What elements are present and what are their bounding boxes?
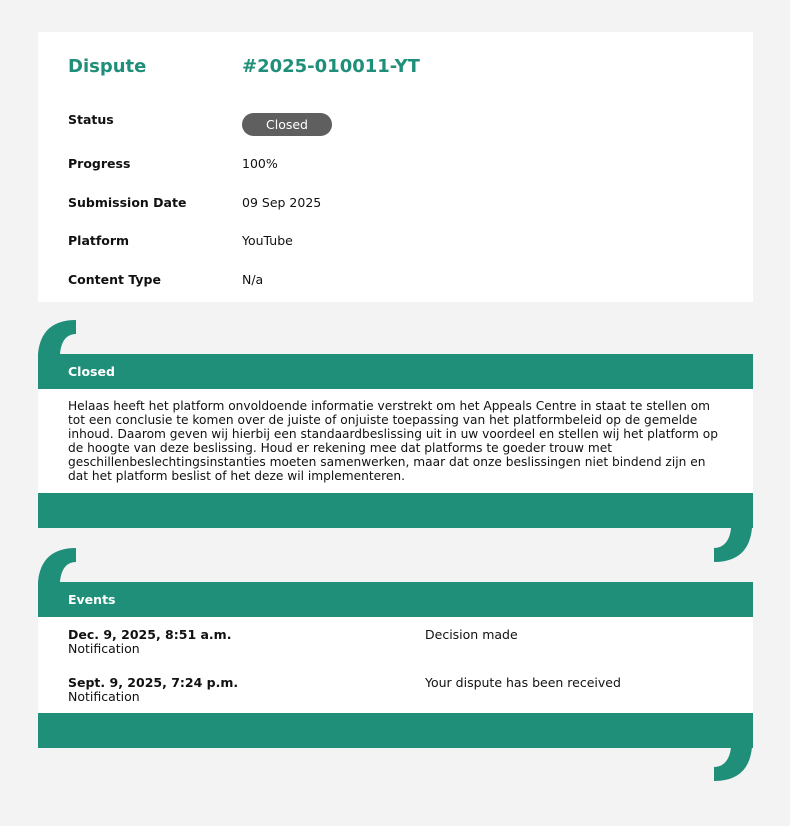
progress-row [68, 156, 723, 176]
event-type: Notification [68, 641, 140, 656]
progress-label: Progress [68, 156, 131, 171]
events-header [38, 582, 753, 617]
dispute-title-label: Dispute [68, 56, 147, 77]
content-type-label: Content Type [68, 272, 161, 287]
dispute-title-row [68, 56, 723, 80]
decision-header-label: Closed [68, 364, 115, 379]
submission-date-value: 09 Sep 2025 [242, 195, 322, 210]
event-type: Notification [68, 689, 140, 704]
events-body [38, 617, 753, 713]
status-label: Status [68, 112, 114, 127]
event-description: Decision made [425, 627, 518, 642]
status-value-wrapper [242, 113, 332, 136]
event-row [68, 675, 723, 711]
event-row [68, 627, 723, 663]
platform-row [68, 233, 723, 253]
submission-date-row [68, 195, 723, 215]
content-type-value: N/a [242, 272, 264, 287]
close-quote-icon [714, 747, 753, 781]
dispute-id: #2025-010011-YT [242, 56, 420, 77]
submission-date-label: Submission Date [68, 195, 187, 210]
event-description: Your dispute has been received [425, 675, 621, 690]
event-date: Sept. 9, 2025, 7:24 p.m. [68, 675, 239, 690]
status-row [68, 112, 723, 132]
event-date: Dec. 9, 2025, 8:51 a.m. [68, 627, 232, 642]
events-section [38, 548, 753, 783]
platform-label: Platform [68, 233, 130, 248]
decision-body [38, 389, 753, 493]
progress-value: 100% [242, 156, 278, 171]
content-type-row [68, 272, 723, 292]
decision-footer [38, 493, 753, 528]
status-badge: Closed [242, 113, 332, 136]
events-footer [38, 713, 753, 748]
decision-section [38, 320, 753, 565]
platform-value: YouTube [242, 233, 293, 248]
dispute-summary-card [38, 32, 753, 302]
decision-text: Helaas heeft het platform onvoldoende informatie verstrekt om het Appeals Centre in staat te stellen om tot een conclusie te komen over de juiste of onjuiste toepassing van het platformbeleid op de gemelde inhoud. Daarom geven wij hierbij een standaardbeslissing uit in uw voordeel en stellen wij het platform op de hoogte van deze beslissing. Houd er rekening mee dat platforms te goeder trouw met geschillenbeslechtingsinstanties moeten samenwerken, maar dat onze beslissingen niet bindend zijn en dat het platform beslist of het deze wil implementeren. [68, 399, 718, 483]
decision-header [38, 354, 753, 389]
events-header-label: Events [68, 592, 116, 607]
